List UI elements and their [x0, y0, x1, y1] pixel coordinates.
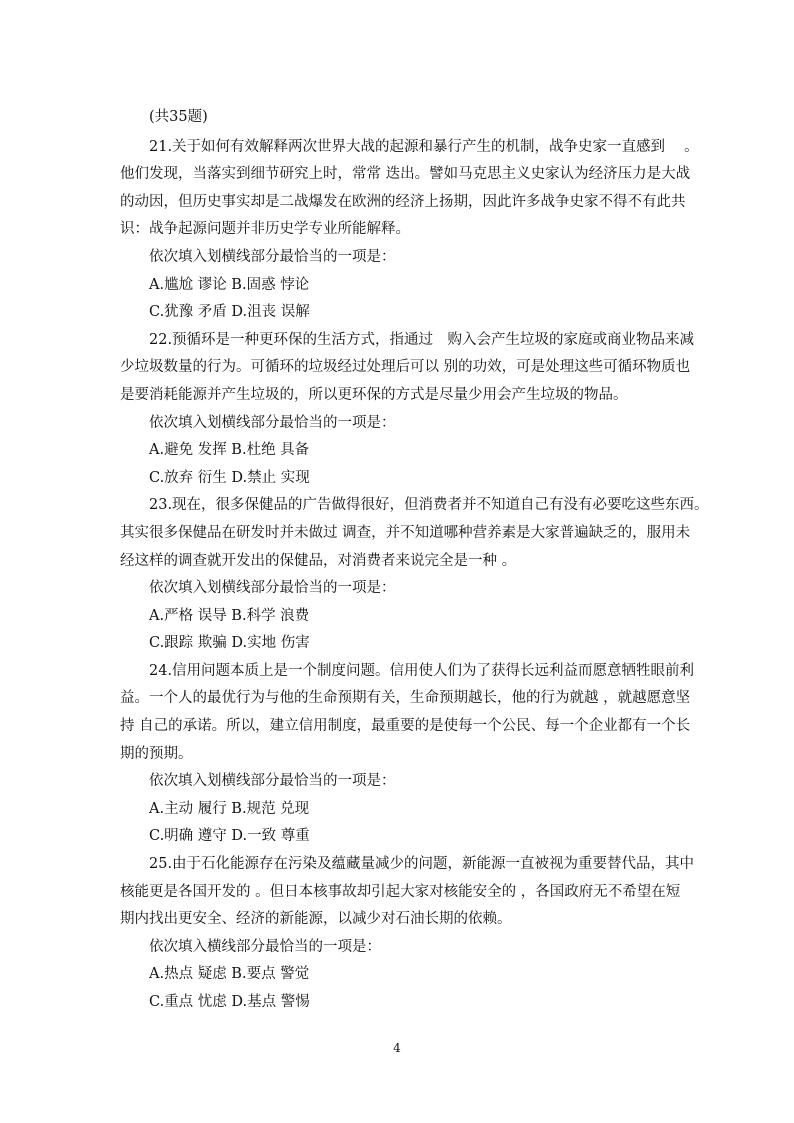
question-prompt: 依次填入划横线部分最恰当的一项是： [149, 248, 396, 265]
question-stem-line: 少垃圾数量的行为。可循环的垃圾经过处理后可以 别的功效，可是处理这些可循环物质也 [120, 359, 691, 376]
question-stem-line: 经这样的调查就开发出的保健品，对消费者来说完全是一种 。 [120, 552, 517, 569]
answer-options: A.避免 发挥 B.杜绝 具备 [149, 442, 310, 459]
answer-options: C.跟踪 欺骗 D.实地 伤害 [149, 635, 310, 652]
question-stem-line: 其实很多保健品在研发时并未做过 调查，并不知道哪种营养素是大家普遍缺乏的，服用未 [120, 524, 691, 541]
question-stem-line: 持 自己的承诺。所以，建立信用制度，最重要的是使每一个公民、每一个企业都有一个长 [120, 718, 691, 735]
question-24 [120, 658, 695, 851]
question-stem-line: 他们发现，当落实到细节研究上时，常常 迭出。譬如马克思主义史家认为经济压力是大战 [120, 166, 691, 183]
question-prompt: 依次填入划横线部分最恰当的一项是： [149, 773, 396, 790]
document-body [120, 104, 709, 1017]
answer-options: C.犹豫 矛盾 D.沮丧 误解 [149, 304, 310, 321]
page-number: 4 [393, 1041, 401, 1055]
question-stem-line: 23.现在，很多保健品的广告做得很好，但消费者并不知道自己有没有必要吃这些东西。 [149, 497, 709, 514]
question-prompt: 依次填入划横线部分最恰当的一项是： [149, 580, 396, 597]
question-21 [120, 134, 699, 327]
question-stem-line: 的动因，但历史事实却是二战爆发在欧洲的经济上扬期，因此许多战争史家不得不有此共 [120, 193, 686, 210]
question-count-label: (共35题) [149, 109, 208, 125]
answer-options: A.主动 履行 B.规范 兑现 [149, 800, 310, 817]
question-stem-line: 核能更是各国开发的 。但日本核事故却引起大家对核能安全的 ，各国政府无不希望在短 [120, 883, 681, 900]
question-stem-line: 22.预循环是一种更环保的生活方式，指通过 购入会产生垃圾的家庭或商业物品来减 [149, 331, 695, 348]
question-stem-line: 21.关于如何有效解释两次世界大战的起源和暴行产生的机制，战争史家一直感到 。 [149, 138, 699, 155]
question-22 [120, 327, 695, 493]
question-23 [120, 492, 709, 658]
answer-options: C.明确 遵守 D.一致 尊重 [149, 828, 310, 845]
question-stem-line: 识：战争起源问题并非历史学专业所能解释。 [120, 221, 410, 238]
question-stem-line: 期内找出更安全、经济的新能源，以减少对石油长期的依赖。 [120, 911, 512, 928]
answer-options: A.严格 误导 B.科学 浪费 [149, 607, 310, 624]
question-prompt: 依次填入划横线部分最恰当的一项是： [149, 414, 396, 431]
question-stem-line: 益。一个人的最优行为与他的生命预期有关，生命预期越长，他的行为就越 ，就越愿意坚 [120, 690, 691, 707]
answer-options: C.放弃 衍生 D.禁止 实现 [149, 469, 310, 486]
question-25 [120, 851, 695, 1017]
question-stem-line: 25.由于石化能源存在污染及蕴藏量减少的问题，新能源一直被视为重要替代品，其中 [149, 856, 695, 873]
question-stem-line: 是要消耗能源并产生垃圾的，所以更环保的方式是尽量少用会产生垃圾的物品。 [120, 386, 628, 403]
answer-options: A.热点 疑虑 B.要点 警觉 [149, 966, 310, 983]
question-stem-line: 24.信用问题本质上是一个制度问题。信用使人们为了获得长远利益而愿意牺牲眼前利 [149, 662, 695, 679]
question-stem-line: 期的预期。 [120, 745, 193, 762]
answer-options: C.重点 忧虑 D.基点 警惕 [149, 994, 310, 1010]
question-prompt: 依次填入横线部分最恰当的一项是： [149, 938, 381, 955]
answer-options: A.尴尬 谬论 B.固惑 悖论 [149, 276, 310, 293]
